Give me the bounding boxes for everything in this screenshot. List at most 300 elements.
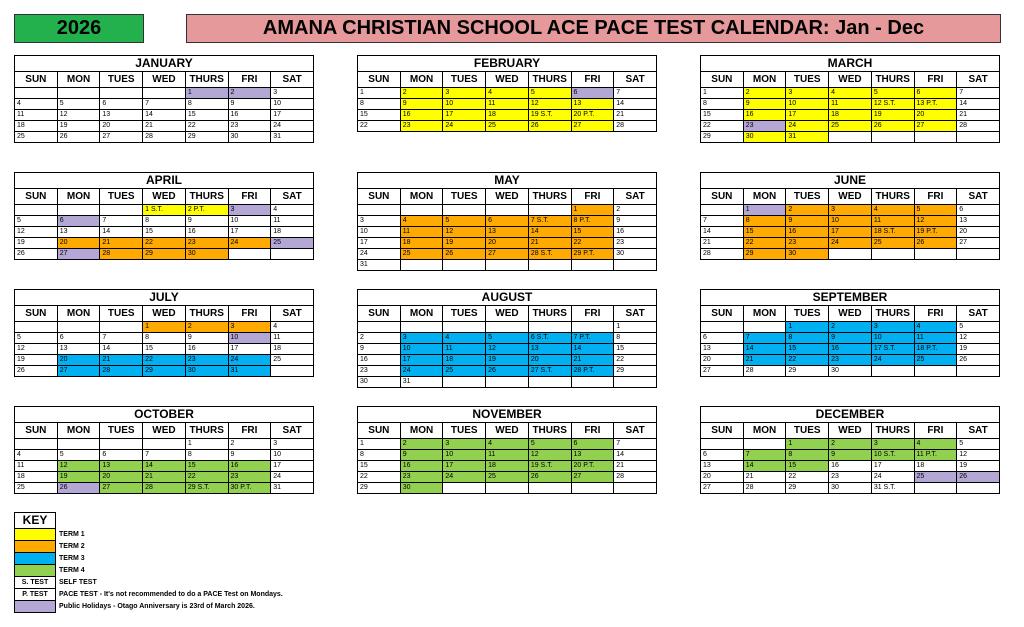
day-cell: 8 bbox=[358, 99, 401, 110]
day-cell: 26 bbox=[486, 366, 529, 377]
legend-item bbox=[15, 601, 284, 613]
day-cell: 30 bbox=[614, 249, 657, 260]
day-cell: 29 bbox=[143, 249, 186, 260]
day-cell: 26 bbox=[957, 472, 1000, 483]
blank-cell bbox=[443, 260, 486, 271]
day-header: SAT bbox=[271, 306, 314, 322]
day-cell: 17 S.T. bbox=[871, 344, 914, 355]
week-row bbox=[15, 344, 314, 355]
day-cell: 21 bbox=[143, 121, 186, 132]
day-cell: 1 bbox=[358, 439, 401, 450]
blank-cell bbox=[914, 483, 957, 494]
day-cell: 7 P.T. bbox=[571, 333, 614, 344]
day-cell: 20 bbox=[701, 472, 744, 483]
day-cell: 19 bbox=[443, 238, 486, 249]
day-cell: 6 bbox=[571, 88, 614, 99]
day-cell: 28 bbox=[743, 366, 786, 377]
day-cell: 16 bbox=[358, 355, 401, 366]
day-header: WED bbox=[486, 72, 529, 88]
day-cell: 12 bbox=[957, 333, 1000, 344]
week-row bbox=[701, 110, 1000, 121]
blank-cell bbox=[957, 249, 1000, 260]
day-header: THURS bbox=[185, 189, 228, 205]
day-cell: 11 bbox=[486, 99, 529, 110]
day-cell: 10 bbox=[271, 99, 314, 110]
blank-cell bbox=[15, 439, 58, 450]
day-cell: 19 bbox=[957, 344, 1000, 355]
week-row bbox=[358, 249, 657, 260]
day-header: MON bbox=[57, 423, 100, 439]
legend-item bbox=[15, 565, 284, 577]
month-name: FEBRUARY bbox=[358, 56, 657, 72]
blank-cell bbox=[829, 132, 872, 143]
day-cell: 22 bbox=[786, 472, 829, 483]
day-cell: 8 bbox=[701, 99, 744, 110]
day-header: SAT bbox=[957, 189, 1000, 205]
week-row bbox=[701, 88, 1000, 99]
day-cell: 21 bbox=[743, 472, 786, 483]
day-cell: 20 bbox=[57, 238, 100, 249]
day-header: SUN bbox=[358, 306, 401, 322]
day-cell: 24 bbox=[228, 355, 271, 366]
day-cell: 13 P.T. bbox=[914, 99, 957, 110]
day-cell: 27 bbox=[100, 132, 143, 143]
day-cell: 4 bbox=[486, 439, 529, 450]
day-cell: 7 bbox=[100, 333, 143, 344]
day-cell: 22 bbox=[614, 355, 657, 366]
day-cell: 15 bbox=[358, 110, 401, 121]
day-cell: 28 bbox=[743, 483, 786, 494]
month-name: JULY bbox=[15, 290, 314, 306]
day-header: SUN bbox=[15, 306, 58, 322]
day-cell: 13 bbox=[957, 216, 1000, 227]
day-cell: 31 bbox=[786, 132, 829, 143]
day-cell: 3 bbox=[443, 439, 486, 450]
day-header: THURS bbox=[185, 72, 228, 88]
day-header: TUES bbox=[100, 72, 143, 88]
day-header: TUES bbox=[100, 306, 143, 322]
day-cell: 30 bbox=[185, 249, 228, 260]
day-header: MON bbox=[400, 306, 443, 322]
day-cell: 30 bbox=[358, 377, 401, 388]
day-cell: 2 bbox=[614, 205, 657, 216]
day-cell: 6 bbox=[486, 216, 529, 227]
legend-swatch bbox=[15, 529, 56, 541]
day-cell: 23 bbox=[185, 238, 228, 249]
day-cell: 28 S.T. bbox=[528, 249, 571, 260]
day-cell: 6 S.T. bbox=[528, 333, 571, 344]
month-june bbox=[700, 172, 1000, 260]
month-name: NOVEMBER bbox=[358, 407, 657, 423]
day-cell: 7 bbox=[743, 333, 786, 344]
month-august bbox=[357, 289, 657, 388]
legend-item bbox=[15, 541, 284, 553]
year-label: 2026 bbox=[14, 14, 144, 43]
day-cell: 7 bbox=[100, 216, 143, 227]
day-cell: 5 bbox=[486, 333, 529, 344]
day-cell: 2 bbox=[358, 333, 401, 344]
day-cell: 14 bbox=[701, 227, 744, 238]
day-cell: 23 bbox=[185, 355, 228, 366]
blank-cell bbox=[15, 322, 58, 333]
week-row bbox=[15, 322, 314, 333]
day-cell: 9 bbox=[743, 99, 786, 110]
day-header: TUES bbox=[100, 189, 143, 205]
month-january bbox=[14, 55, 314, 143]
day-cell: 9 bbox=[228, 450, 271, 461]
day-header: MON bbox=[57, 189, 100, 205]
day-cell: 23 bbox=[400, 472, 443, 483]
day-cell: 9 bbox=[614, 216, 657, 227]
day-cell: 8 bbox=[185, 99, 228, 110]
legend-item bbox=[15, 589, 284, 601]
day-cell: 26 bbox=[957, 355, 1000, 366]
day-header: SAT bbox=[957, 423, 1000, 439]
day-cell: 29 bbox=[358, 483, 401, 494]
legend-swatch bbox=[15, 553, 56, 565]
day-header: THURS bbox=[528, 423, 571, 439]
legend-swatch: P. TEST bbox=[15, 589, 56, 601]
day-cell: 22 bbox=[786, 355, 829, 366]
week-row bbox=[358, 377, 657, 388]
day-cell: 22 bbox=[743, 238, 786, 249]
day-cell: 22 bbox=[143, 355, 186, 366]
day-cell: 14 bbox=[143, 110, 186, 121]
day-cell: 24 bbox=[443, 121, 486, 132]
day-cell: 3 bbox=[871, 322, 914, 333]
day-cell: 28 bbox=[614, 121, 657, 132]
day-header: FRI bbox=[228, 189, 271, 205]
day-cell: 22 bbox=[358, 121, 401, 132]
day-cell: 5 bbox=[957, 322, 1000, 333]
blank-cell bbox=[701, 322, 744, 333]
legend-label: PACE TEST - It's not recommended to do a PACE Test on Mondays. bbox=[59, 591, 283, 598]
day-cell: 17 bbox=[228, 344, 271, 355]
day-header: MON bbox=[400, 423, 443, 439]
blank-cell bbox=[914, 366, 957, 377]
day-header: SAT bbox=[271, 189, 314, 205]
day-cell: 10 bbox=[228, 333, 271, 344]
day-cell: 8 P.T. bbox=[571, 216, 614, 227]
blank-cell bbox=[614, 260, 657, 271]
day-cell: 19 bbox=[57, 121, 100, 132]
day-cell: 20 bbox=[486, 238, 529, 249]
blank-cell bbox=[228, 249, 271, 260]
day-cell: 31 bbox=[271, 132, 314, 143]
day-cell: 9 bbox=[400, 450, 443, 461]
day-cell: 27 bbox=[571, 472, 614, 483]
day-cell: 22 bbox=[571, 238, 614, 249]
blank-cell bbox=[57, 88, 100, 99]
day-cell: 4 bbox=[914, 322, 957, 333]
day-header: WED bbox=[829, 423, 872, 439]
day-header: FRI bbox=[571, 306, 614, 322]
week-row bbox=[15, 121, 314, 132]
day-cell: 5 bbox=[871, 88, 914, 99]
day-cell: 20 bbox=[100, 472, 143, 483]
day-cell: 4 bbox=[15, 450, 58, 461]
day-cell: 28 bbox=[701, 249, 744, 260]
day-cell: 5 bbox=[957, 439, 1000, 450]
day-cell: 18 bbox=[271, 344, 314, 355]
day-cell: 5 bbox=[528, 439, 571, 450]
day-header: SUN bbox=[358, 423, 401, 439]
day-cell: 12 bbox=[15, 227, 58, 238]
day-cell: 4 bbox=[15, 99, 58, 110]
day-cell: 10 bbox=[271, 450, 314, 461]
day-cell: 20 bbox=[701, 355, 744, 366]
month-name: JANUARY bbox=[15, 56, 314, 72]
day-cell: 11 bbox=[914, 333, 957, 344]
day-cell: 25 bbox=[271, 238, 314, 249]
day-cell: 30 P.T. bbox=[228, 483, 271, 494]
week-row bbox=[358, 238, 657, 249]
week-row bbox=[701, 461, 1000, 472]
week-row bbox=[701, 322, 1000, 333]
blank-cell bbox=[743, 322, 786, 333]
legend-label: TERM 3 bbox=[59, 555, 85, 562]
day-cell: 3 bbox=[228, 205, 271, 216]
day-cell: 16 bbox=[786, 227, 829, 238]
day-cell: 23 bbox=[228, 121, 271, 132]
week-row bbox=[358, 439, 657, 450]
day-header: TUES bbox=[786, 72, 829, 88]
day-cell: 20 P.T. bbox=[571, 461, 614, 472]
legend-label: SELF TEST bbox=[59, 579, 97, 586]
day-cell: 4 bbox=[914, 439, 957, 450]
day-cell: 1 bbox=[786, 439, 829, 450]
day-cell: 23 bbox=[228, 472, 271, 483]
day-header: FRI bbox=[914, 72, 957, 88]
day-cell: 5 bbox=[443, 216, 486, 227]
blank-cell bbox=[443, 322, 486, 333]
day-cell: 24 bbox=[271, 472, 314, 483]
month-february bbox=[357, 55, 657, 132]
day-header: SAT bbox=[614, 306, 657, 322]
month-name: MARCH bbox=[701, 56, 1000, 72]
blank-cell bbox=[614, 377, 657, 388]
day-cell: 17 bbox=[228, 227, 271, 238]
day-header: SAT bbox=[957, 72, 1000, 88]
day-cell: 18 bbox=[486, 110, 529, 121]
legend-swatch bbox=[15, 541, 56, 553]
day-cell: 10 bbox=[786, 99, 829, 110]
day-cell: 6 bbox=[701, 450, 744, 461]
day-header: THURS bbox=[185, 423, 228, 439]
day-cell: 12 bbox=[486, 344, 529, 355]
day-cell: 8 bbox=[786, 333, 829, 344]
day-cell: 20 bbox=[57, 355, 100, 366]
day-cell: 3 bbox=[871, 439, 914, 450]
day-cell: 24 bbox=[829, 238, 872, 249]
day-cell: 14 bbox=[957, 99, 1000, 110]
day-cell: 3 bbox=[786, 88, 829, 99]
day-header: WED bbox=[829, 72, 872, 88]
day-cell: 27 bbox=[57, 366, 100, 377]
month-name: APRIL bbox=[15, 173, 314, 189]
day-cell: 4 bbox=[871, 205, 914, 216]
blank-cell bbox=[571, 260, 614, 271]
day-cell: 15 bbox=[358, 461, 401, 472]
day-header: THURS bbox=[871, 189, 914, 205]
day-cell: 21 bbox=[743, 355, 786, 366]
day-cell: 15 bbox=[571, 227, 614, 238]
day-cell: 25 bbox=[15, 132, 58, 143]
day-header: THURS bbox=[871, 423, 914, 439]
day-header: TUES bbox=[786, 306, 829, 322]
day-cell: 27 bbox=[914, 121, 957, 132]
day-cell: 4 bbox=[486, 88, 529, 99]
day-cell: 11 bbox=[271, 333, 314, 344]
day-cell: 8 bbox=[358, 450, 401, 461]
blank-cell bbox=[100, 322, 143, 333]
day-cell: 10 bbox=[443, 450, 486, 461]
day-cell: 2 P.T. bbox=[185, 205, 228, 216]
week-row bbox=[15, 227, 314, 238]
day-header: SUN bbox=[701, 306, 744, 322]
day-cell: 27 bbox=[701, 483, 744, 494]
week-row bbox=[358, 88, 657, 99]
day-header: SAT bbox=[957, 306, 1000, 322]
day-header: FRI bbox=[228, 306, 271, 322]
day-cell: 1 bbox=[358, 88, 401, 99]
day-cell: 28 bbox=[143, 483, 186, 494]
day-cell: 6 bbox=[57, 333, 100, 344]
day-cell: 7 bbox=[614, 88, 657, 99]
day-cell: 24 bbox=[400, 366, 443, 377]
day-cell: 5 bbox=[15, 333, 58, 344]
day-cell: 19 bbox=[871, 110, 914, 121]
day-cell: 22 bbox=[701, 121, 744, 132]
day-cell: 12 bbox=[57, 461, 100, 472]
week-row bbox=[15, 450, 314, 461]
day-header: WED bbox=[486, 189, 529, 205]
day-cell: 8 bbox=[786, 450, 829, 461]
legend-label: TERM 4 bbox=[59, 567, 85, 574]
day-cell: 3 bbox=[271, 439, 314, 450]
week-row bbox=[15, 333, 314, 344]
day-header: SAT bbox=[271, 423, 314, 439]
day-cell: 10 S.T. bbox=[871, 450, 914, 461]
day-cell: 25 bbox=[914, 355, 957, 366]
day-cell: 29 bbox=[786, 483, 829, 494]
day-header: THURS bbox=[528, 72, 571, 88]
month-name: AUGUST bbox=[358, 290, 657, 306]
day-cell: 12 bbox=[957, 450, 1000, 461]
day-header: MON bbox=[400, 189, 443, 205]
day-cell: 14 bbox=[743, 461, 786, 472]
day-cell: 20 bbox=[957, 227, 1000, 238]
day-cell: 21 bbox=[701, 238, 744, 249]
blank-cell bbox=[443, 483, 486, 494]
day-cell: 23 bbox=[743, 121, 786, 132]
day-cell: 22 bbox=[185, 472, 228, 483]
day-cell: 16 bbox=[614, 227, 657, 238]
day-header: SUN bbox=[358, 189, 401, 205]
blank-cell bbox=[400, 205, 443, 216]
day-cell: 5 bbox=[15, 216, 58, 227]
day-cell: 17 bbox=[829, 227, 872, 238]
day-cell: 19 bbox=[57, 472, 100, 483]
day-cell: 1 bbox=[786, 322, 829, 333]
day-cell: 2 bbox=[400, 439, 443, 450]
day-cell: 18 bbox=[15, 121, 58, 132]
month-name: JUNE bbox=[701, 173, 1000, 189]
day-cell: 15 bbox=[786, 344, 829, 355]
day-cell: 7 bbox=[614, 439, 657, 450]
day-cell: 7 bbox=[143, 450, 186, 461]
day-cell: 28 bbox=[957, 121, 1000, 132]
day-cell: 24 bbox=[228, 238, 271, 249]
day-cell: 1 bbox=[185, 439, 228, 450]
day-cell: 12 bbox=[528, 450, 571, 461]
week-row bbox=[15, 216, 314, 227]
day-cell: 14 bbox=[571, 344, 614, 355]
week-row bbox=[15, 439, 314, 450]
day-cell: 21 bbox=[528, 238, 571, 249]
day-cell: 25 bbox=[15, 483, 58, 494]
day-cell: 21 bbox=[143, 472, 186, 483]
day-cell: 15 bbox=[143, 344, 186, 355]
blank-cell bbox=[100, 205, 143, 216]
day-cell: 25 bbox=[871, 238, 914, 249]
day-header: SUN bbox=[15, 189, 58, 205]
blank-cell bbox=[100, 88, 143, 99]
day-cell: 2 bbox=[228, 88, 271, 99]
day-cell: 17 bbox=[443, 110, 486, 121]
day-header: SUN bbox=[701, 189, 744, 205]
blank-cell bbox=[957, 366, 1000, 377]
month-name: OCTOBER bbox=[15, 407, 314, 423]
day-cell: 2 bbox=[400, 88, 443, 99]
day-cell: 4 bbox=[829, 88, 872, 99]
blank-cell bbox=[57, 205, 100, 216]
week-row bbox=[358, 483, 657, 494]
blank-cell bbox=[614, 483, 657, 494]
day-header: THURS bbox=[185, 306, 228, 322]
day-cell: 12 bbox=[443, 227, 486, 238]
day-cell: 9 bbox=[829, 450, 872, 461]
day-cell: 5 bbox=[914, 205, 957, 216]
day-cell: 14 bbox=[528, 227, 571, 238]
day-cell: 6 bbox=[57, 216, 100, 227]
day-cell: 29 bbox=[701, 132, 744, 143]
day-cell: 29 bbox=[743, 249, 786, 260]
day-cell: 27 bbox=[486, 249, 529, 260]
day-header: MON bbox=[57, 306, 100, 322]
blank-cell bbox=[528, 483, 571, 494]
day-cell: 11 bbox=[400, 227, 443, 238]
week-row bbox=[701, 472, 1000, 483]
day-cell: 25 bbox=[443, 366, 486, 377]
day-cell: 28 P.T. bbox=[571, 366, 614, 377]
week-row bbox=[701, 205, 1000, 216]
day-cell: 1 bbox=[614, 322, 657, 333]
day-cell: 16 bbox=[228, 110, 271, 121]
blank-cell bbox=[743, 439, 786, 450]
day-cell: 10 bbox=[443, 99, 486, 110]
day-cell: 20 bbox=[914, 110, 957, 121]
day-cell: 28 bbox=[100, 249, 143, 260]
day-cell: 18 bbox=[443, 355, 486, 366]
month-name: DECEMBER bbox=[701, 407, 1000, 423]
day-cell: 31 bbox=[358, 260, 401, 271]
day-cell: 27 bbox=[957, 238, 1000, 249]
day-header: WED bbox=[829, 306, 872, 322]
day-header: TUES bbox=[786, 189, 829, 205]
day-cell: 9 bbox=[400, 99, 443, 110]
day-cell: 14 bbox=[143, 461, 186, 472]
